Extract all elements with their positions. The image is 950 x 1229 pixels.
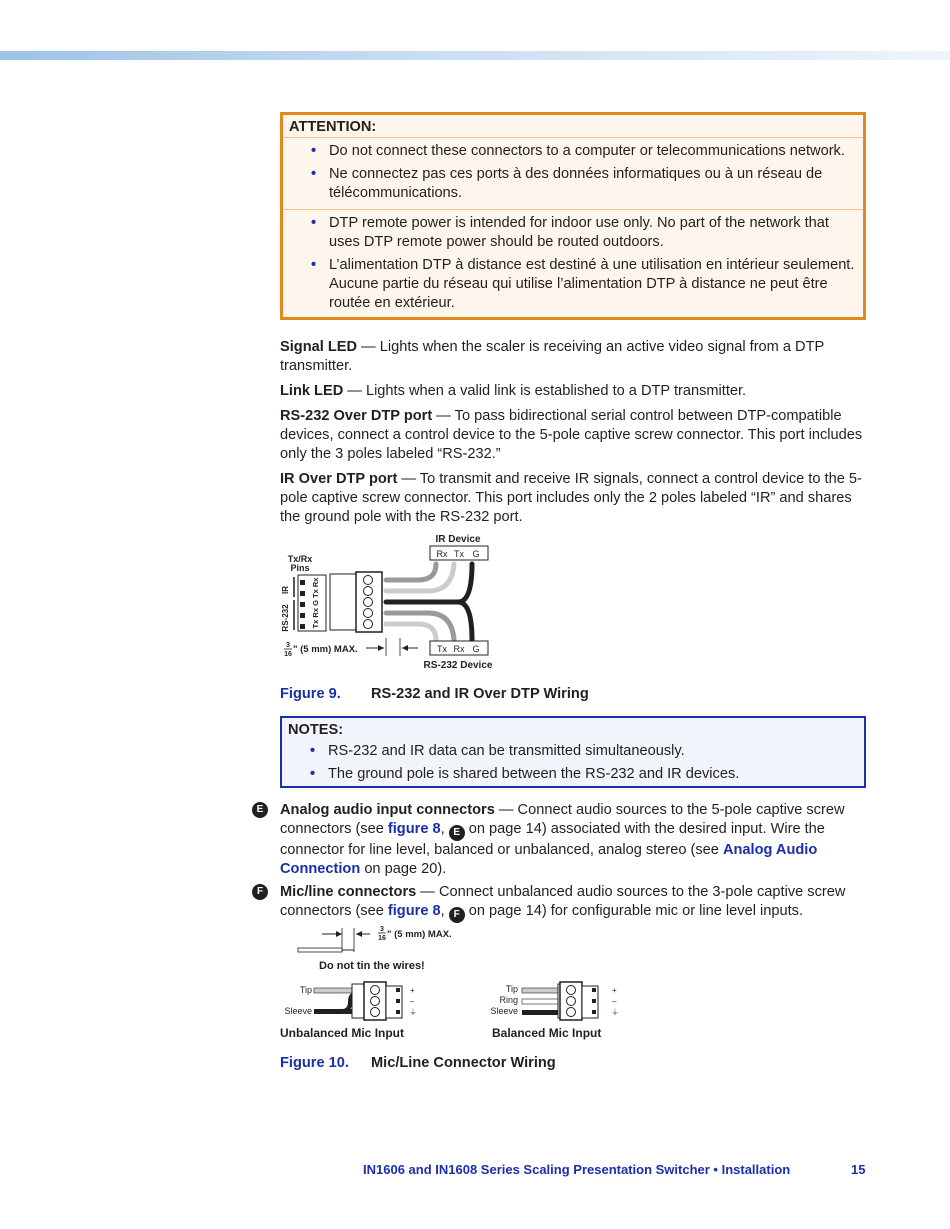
analog-audio-connection-link[interactable]: Analog Audio Connection bbox=[280, 842, 818, 877]
svg-text:Tip: Tip bbox=[299, 985, 312, 995]
notes-item: • The ground pole is shared between the RS-232 and IR devices. bbox=[310, 766, 740, 782]
svg-text:Ring: Ring bbox=[499, 995, 518, 1005]
ir-device-label: IR Device bbox=[435, 534, 481, 545]
notes-item: • RS-232 and IR data can be transmitted simultaneously. bbox=[310, 743, 685, 759]
mic-line-paragraph: Mic/line connectors — Connect unbalanced audio sources to the 3-pole captive screw connectors (see figure 8, F on page 14) for configurable mic or line level inputs. bbox=[280, 883, 870, 923]
svg-text:Tx Rx G Tx Rx: Tx Rx G Tx Rx bbox=[311, 577, 320, 629]
svg-text:⏚: ⏚ bbox=[409, 1008, 417, 1017]
svg-text:Sleeve: Sleeve bbox=[284, 1006, 312, 1016]
svg-text:IR: IR bbox=[281, 586, 290, 594]
analog-audio-paragraph: Analog audio input connectors — Connect audio sources to the 5-pole captive screw connectors (see figure 8, E on page 14) associated with the desired input. Wire the connector for line level, balanced or unbalanced, analog stereo (see Analog Audio Connection on page 20). bbox=[280, 802, 845, 877]
svg-text:Tx: Tx bbox=[437, 644, 447, 654]
signal-led-paragraph: Signal LED — Lights when the scaler is receiving an active video signal from a DTP transmitter. bbox=[280, 339, 824, 374]
attention-item: • L’alimentation DTP à distance est destiné à une utilisation en intérieur seulement. Aucune partie du réseau qui utilise l’alimentation DTP à distance ne peut être routée en extérieur. bbox=[311, 257, 855, 311]
attention-item: • DTP remote power is intended for indoor use only. No part of the network that uses DTP remote power should be routed outdoors. bbox=[311, 215, 829, 250]
figure-8-link[interactable]: figure 8 bbox=[387, 903, 441, 919]
svg-text:Pins: Pins bbox=[290, 563, 310, 573]
attention-title: ATTENTION: bbox=[283, 115, 863, 138]
svg-text:3: 3 bbox=[380, 926, 384, 933]
svg-text:⏚: ⏚ bbox=[611, 1008, 619, 1017]
notes-box bbox=[280, 716, 866, 788]
rs232-ir-wiring-diagram bbox=[278, 530, 508, 672]
svg-text:" (5 mm) MAX.: " (5 mm) MAX. bbox=[293, 644, 358, 655]
page-number: 15 bbox=[851, 1162, 866, 1177]
svg-text:Tx: Tx bbox=[454, 549, 464, 559]
callout-marker-f-inline: F bbox=[449, 907, 465, 923]
do-not-tin-warning: Do not tin the wires! bbox=[319, 960, 425, 972]
attention-item: • Do not connect these connectors to a computer or telecommunications network. bbox=[311, 143, 845, 159]
svg-text:16: 16 bbox=[378, 935, 386, 942]
header-bar bbox=[0, 51, 950, 60]
attention-box bbox=[280, 112, 866, 320]
mic-line-wiring-diagram bbox=[280, 924, 640, 1049]
figure-9-caption: Figure 9. RS-232 and IR Over DTP Wiring bbox=[280, 686, 589, 702]
svg-text:Rx: Rx bbox=[453, 644, 465, 654]
svg-text:G: G bbox=[472, 644, 480, 654]
svg-text:Tx/Rx: Tx/Rx bbox=[287, 554, 313, 564]
svg-text:–: – bbox=[612, 997, 617, 1006]
ir-paragraph: IR Over DTP port — To transmit and receive IR signals, connect a control device to the 5-pole captive screw connector. This port includes only the 2 poles labeled “IR” and shares the ground pole with the RS-232 port. bbox=[280, 471, 862, 525]
svg-text:16: 16 bbox=[284, 651, 292, 658]
balanced-mic-input-label: Balanced Mic Input bbox=[492, 1026, 602, 1040]
svg-text:Rx: Rx bbox=[436, 549, 448, 559]
rs232-device-label: RS-232 Device bbox=[423, 660, 493, 671]
footer-title: IN1606 and IN1608 Series Scaling Presentation Switcher • Installation bbox=[363, 1162, 791, 1177]
svg-text:–: – bbox=[410, 997, 415, 1006]
attention-item: • Ne connectez pas ces ports à des données informatiques ou à un réseau de télécommunications. bbox=[311, 166, 823, 201]
svg-text:RS-232: RS-232 bbox=[281, 604, 290, 632]
figure-8-link[interactable]: figure 8 bbox=[387, 821, 441, 837]
svg-text:+: + bbox=[410, 986, 415, 995]
notes-title: NOTES: bbox=[288, 722, 344, 738]
svg-text:" (5 mm) MAX.: " (5 mm) MAX. bbox=[387, 929, 452, 940]
svg-text:Tip: Tip bbox=[505, 984, 518, 994]
figure-10-caption: Figure 10. Mic/Line Connector Wiring bbox=[280, 1055, 556, 1071]
svg-text:+: + bbox=[612, 986, 617, 995]
svg-text:Sleeve: Sleeve bbox=[490, 1006, 518, 1016]
unbalanced-mic-input-label: Unbalanced Mic Input bbox=[280, 1026, 405, 1040]
callout-marker-f: F bbox=[252, 884, 268, 900]
rs232-paragraph: RS-232 Over DTP port — To pass bidirectional serial control between DTP-compatible devices, connect a control device to the 5-pole captive screw connector. This port includes only the 3 poles labeled “RS-232.” bbox=[280, 408, 863, 462]
callout-marker-e-inline: E bbox=[449, 825, 465, 841]
svg-text:3: 3 bbox=[286, 642, 290, 649]
callout-marker-e: E bbox=[252, 802, 268, 818]
svg-text:G: G bbox=[472, 549, 480, 559]
link-led-paragraph: Link LED — Lights when a valid link is established to a DTP transmitter. bbox=[280, 383, 747, 399]
